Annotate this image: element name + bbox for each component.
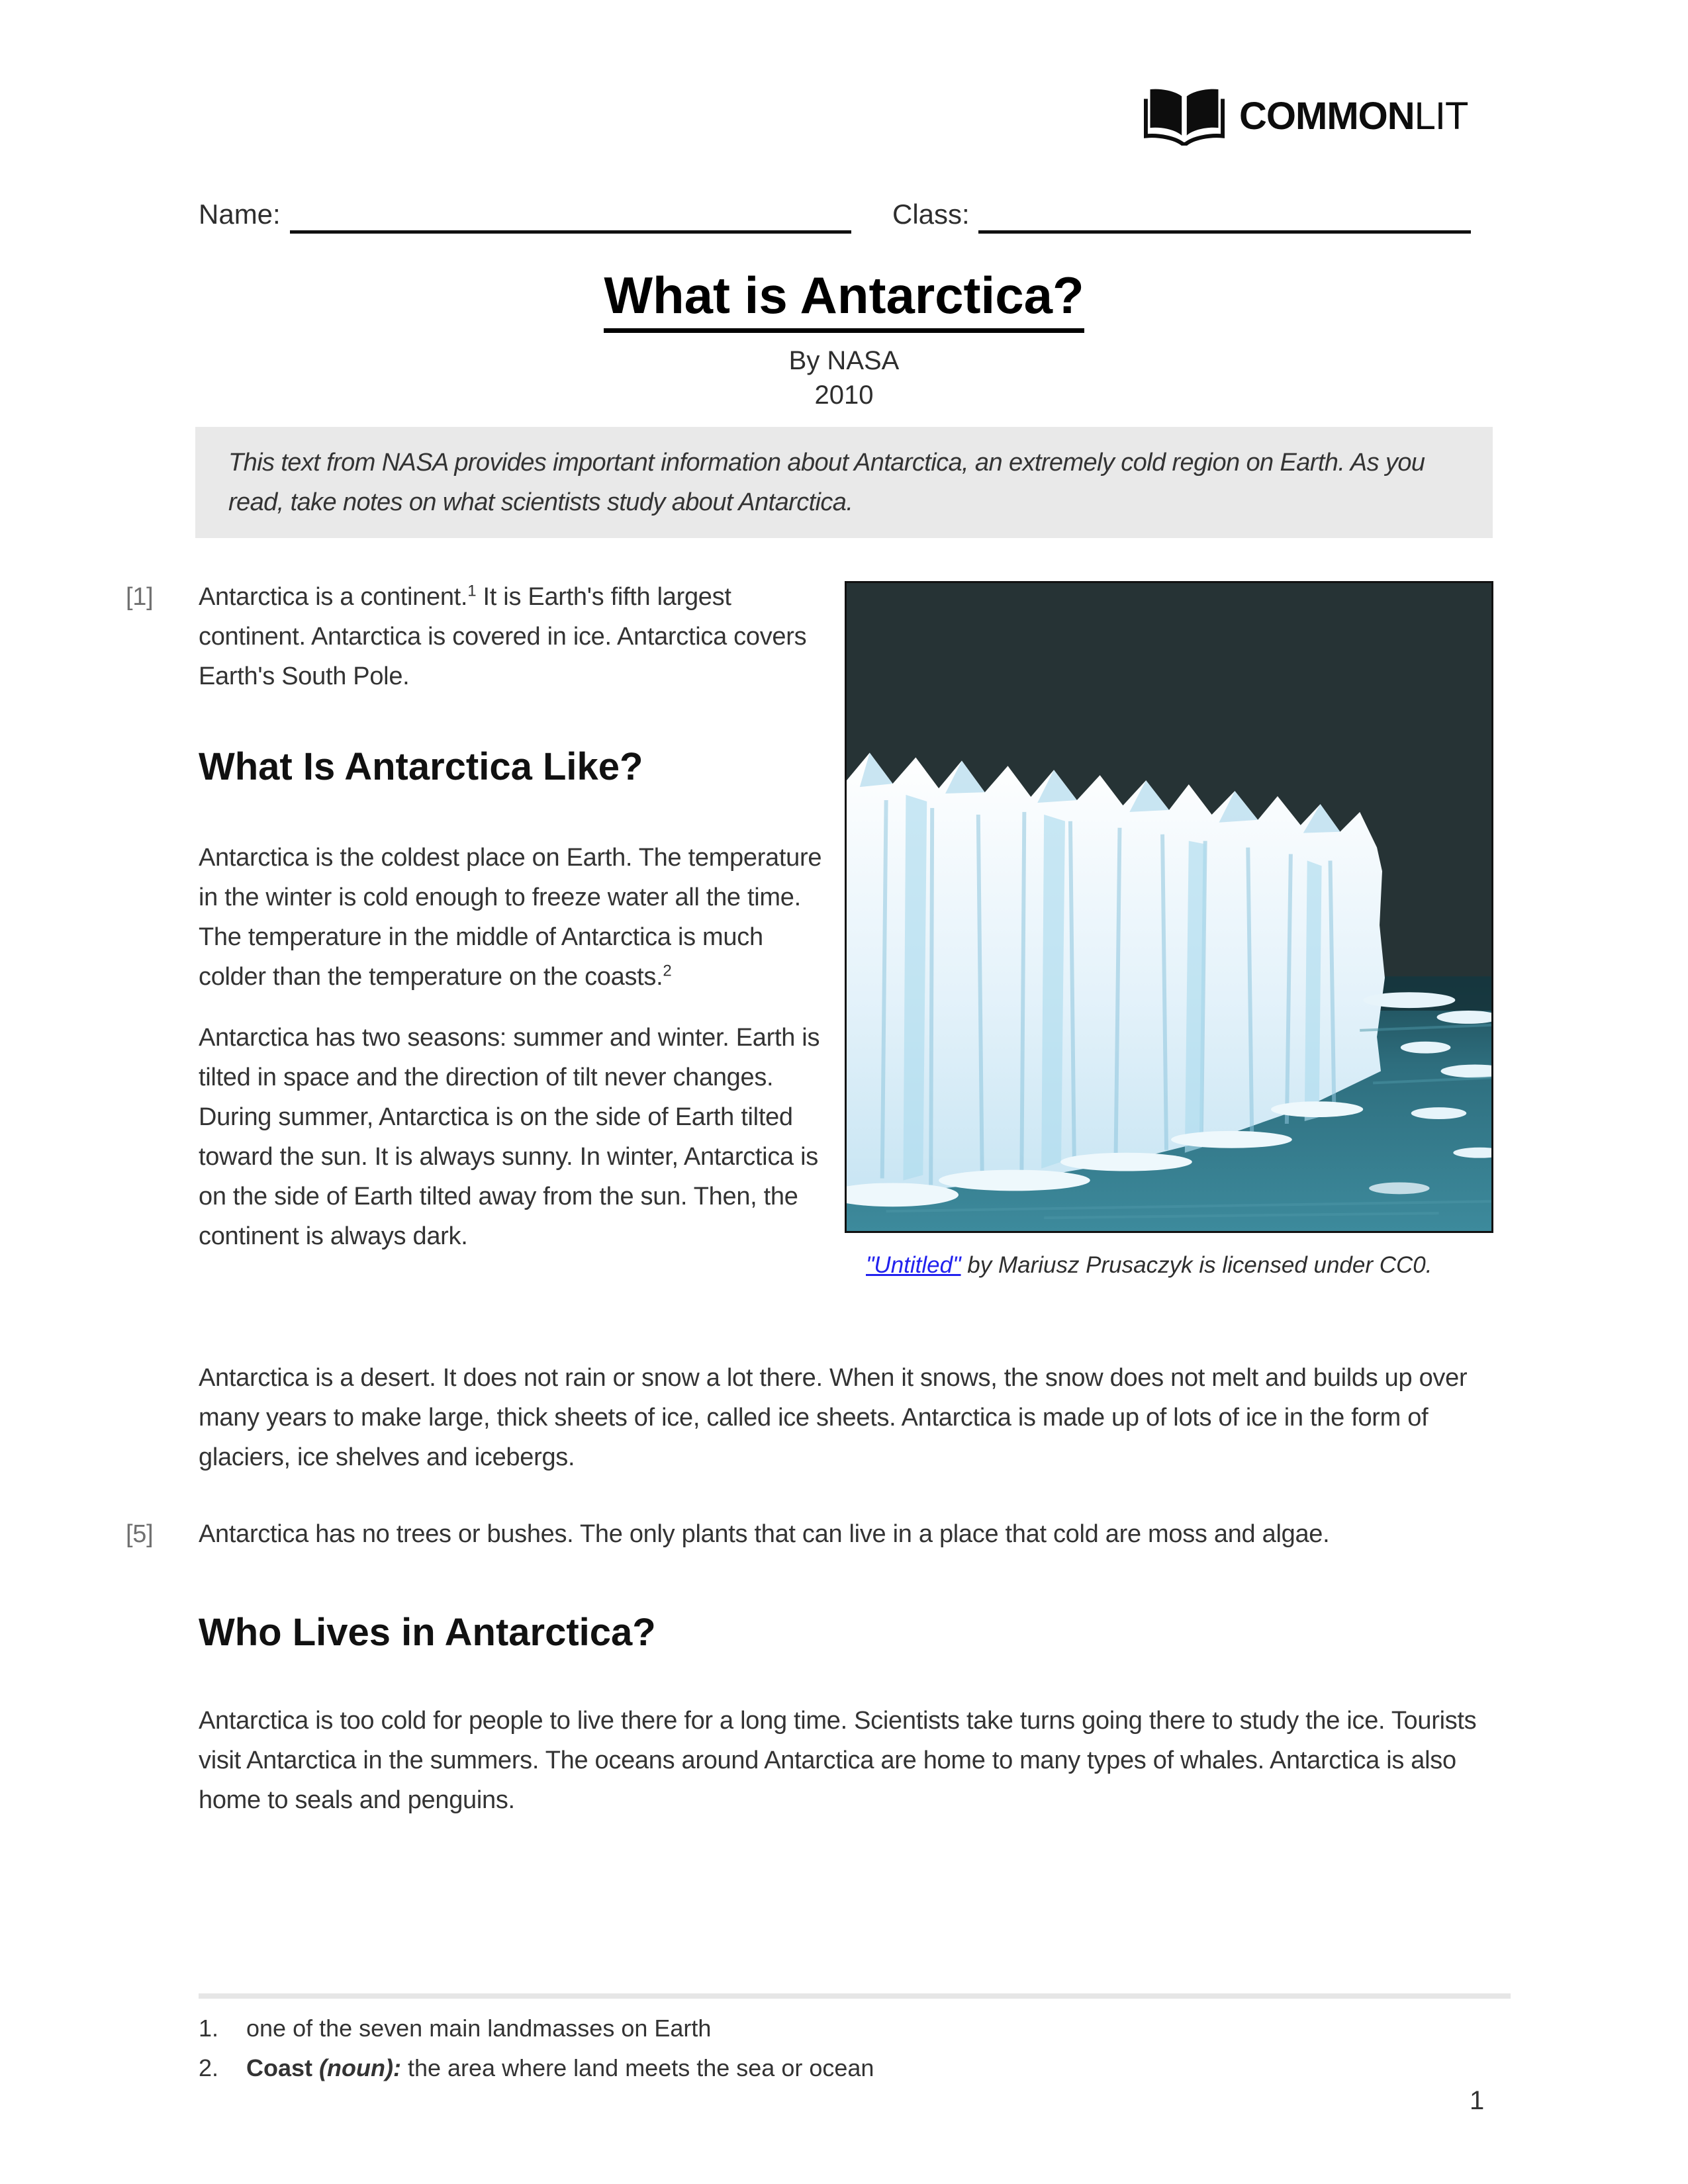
footnote-2-text bbox=[246, 2052, 874, 2085]
intro-box bbox=[195, 427, 1493, 538]
page-number: 1 bbox=[1470, 2086, 1485, 2115]
publication-year: 2010 bbox=[814, 381, 874, 410]
paragraph-4: Antarctica is a desert. It does not rain or snow a lot there. When it snows, the snow does not melt and builds up over many years to make large, thick sheets of ice, called ice sheets. Antarctica is made up of lots of ice in the form of glaciers, ice shelves and icebergs. bbox=[199, 1364, 1468, 1471]
footnotes bbox=[199, 2012, 1489, 2091]
paragraph-3: Antarctica has two seasons: summer and winter. Earth is tilted in space and the direction of tilt never changes. During summer, Antarctica is on the side of Earth tilted toward the sun. It is always sunny. In winter, Antarctica is on the side of Earth tilted away from the sun. Then, the continent is always dark. bbox=[199, 1024, 820, 1250]
full-width-text bbox=[126, 1358, 1489, 1820]
name-blank-line bbox=[290, 230, 851, 234]
paragraph-1-text: Antarctica is a continent. bbox=[199, 583, 468, 611]
footnote-1-number: 1. bbox=[199, 2015, 219, 2042]
heading-what-is-antarctica-like: What Is Antarctica Like? bbox=[199, 745, 643, 788]
footnote-2-def: the area where land meets the sea or ocean bbox=[400, 2054, 874, 2081]
class-label: Class: bbox=[892, 199, 970, 230]
logo-wordmark bbox=[1239, 87, 1468, 146]
footnote-2-term: Coast bbox=[246, 2054, 313, 2081]
figure-caption bbox=[845, 1250, 1493, 1281]
paragraph-1-marker: [1] bbox=[126, 583, 154, 611]
footnote-1-text: one of the seven main landmasses on Earth bbox=[246, 2015, 712, 2042]
footnote-divider bbox=[199, 1993, 1511, 1999]
footnote-ref-1: 1 bbox=[467, 582, 477, 600]
iceberg-photo bbox=[845, 581, 1493, 1233]
footnote-ref-2: 2 bbox=[663, 962, 672, 980]
footnote-2 bbox=[199, 2052, 1489, 2085]
intro-text: This text from NASA provides important information about Antarctica, an extremely cold region on Earth. As you read, take notes on what scientists study about Antarctica. bbox=[228, 449, 1425, 516]
page-title: What is Antarctica? bbox=[604, 265, 1084, 333]
paragraph-1 bbox=[126, 577, 824, 696]
paragraph-5-text: Antarctica has no trees or bushes. The only plants that can live in a place that cold are moss and algae. bbox=[199, 1520, 1330, 1548]
byline: By NASA bbox=[788, 346, 900, 375]
paragraph-2 bbox=[199, 838, 824, 997]
left-text-column bbox=[126, 577, 824, 1256]
paragraph-2-text: Antarctica is the coldest place on Earth. The temperature in the winter is cold enough to freeze water all the time. The temperature in the middle of Antarctica is much colder than the temperature on the coasts. bbox=[199, 844, 822, 991]
paragraph-5-marker: [5] bbox=[126, 1520, 154, 1548]
logo-text-lit: LIT bbox=[1414, 94, 1468, 138]
paragraph-1-text-cont: It is Earth's fifth largest continent. Antarctica is covered in ice. Antarctica covers Earth's South Pole. bbox=[199, 583, 807, 690]
footnote-2-number: 2. bbox=[199, 2054, 219, 2081]
commonlit-logo bbox=[1144, 85, 1495, 148]
paragraph-5 bbox=[126, 1514, 1489, 1554]
footnote-1 bbox=[199, 2012, 1489, 2045]
paragraph-6: Antarctica is too cold for people to live there for a long time. Scientists take turns going there to study the ice. Tourists visit Antarctica in the summers. The oceans around Antarctica are home to many types of whales. Antarctica is also home to seals and penguins. bbox=[199, 1707, 1477, 1814]
name-label: Name: bbox=[199, 199, 281, 230]
open-book-icon bbox=[1144, 87, 1225, 146]
figure bbox=[845, 581, 1493, 1281]
caption-text: by Mariusz Prusaczyk is licensed under CC0. bbox=[961, 1252, 1432, 1278]
footnote-2-pos: (noun): bbox=[312, 2054, 401, 2081]
logo-text-common: COMMON bbox=[1239, 94, 1415, 138]
heading-who-lives-in-antarctica: Who Lives in Antarctica? bbox=[199, 1611, 656, 1654]
title-block bbox=[0, 265, 1688, 412]
caption-link[interactable]: "Untitled" bbox=[866, 1252, 961, 1278]
class-blank-line bbox=[978, 230, 1471, 234]
